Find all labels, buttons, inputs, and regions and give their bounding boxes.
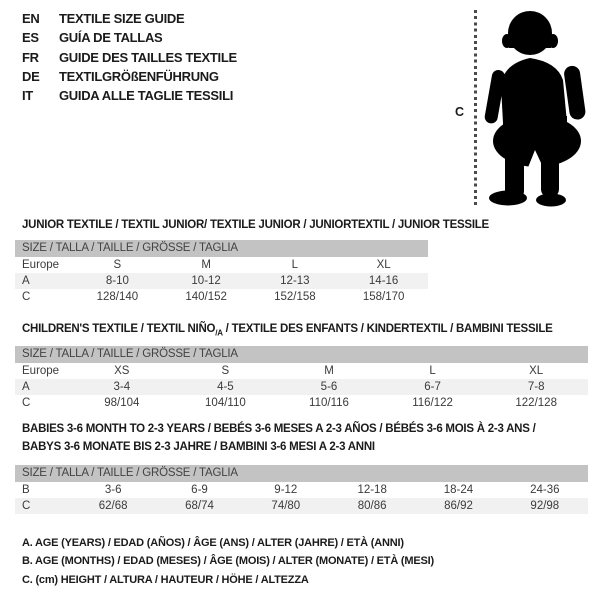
children-section-title	[22, 321, 553, 342]
children-size-table	[15, 346, 588, 411]
table-row	[15, 498, 588, 514]
junior-section-title: JUNIOR TEXTILE / TEXTIL JUNIOR/ TEXTILE JUNIOR / JUNIORTEXTIL / JUNIOR TESSILE	[22, 219, 489, 231]
table-row	[15, 379, 588, 395]
legend-notes	[22, 534, 434, 589]
cell: 24-36	[530, 483, 560, 496]
cell: 152/158	[274, 290, 316, 303]
row-label: C	[15, 498, 70, 514]
table-row	[15, 257, 428, 273]
cell: 3-4	[70, 379, 174, 395]
language-code: EN	[22, 11, 40, 26]
cell: 116/122	[412, 396, 453, 409]
size-header-bar: SIZE / TALLA / TAILLE / GRÖSSE / TAGLIA	[15, 465, 588, 482]
table-row	[15, 363, 588, 379]
row-label: Europe	[22, 258, 60, 271]
row-label: Europe	[22, 364, 60, 377]
cell: 158/170	[362, 290, 405, 303]
babies-title-line2: BABYS 3-6 MONATE BIS 2-3 JAHRE / BAMBINI 3-6 MESI A 2-3 ANNI	[22, 440, 375, 453]
toddler-silhouette-icon	[483, 8, 595, 208]
cell: 6-9	[191, 483, 208, 496]
junior-size-table	[15, 240, 428, 305]
row-label: A	[15, 273, 73, 289]
cell: 4-5	[174, 379, 278, 395]
cell: XS	[114, 364, 130, 377]
cell: 18-24	[443, 483, 474, 496]
row-label: B	[22, 483, 30, 496]
cell: 12-13	[251, 273, 340, 289]
language-title: TEXTILGRÖßENFÜHRUNG	[59, 68, 219, 84]
cell: S	[113, 258, 122, 271]
cell: 98/104	[104, 396, 140, 409]
cell: 80/86	[329, 498, 415, 514]
babies-size-table	[15, 465, 588, 514]
note-a: A. AGE (YEARS) / EDAD (AÑOS) / ÂGE (ANS) / ALTER (JAHRE) / ETÀ (ANNI)	[22, 537, 404, 549]
language-row-en	[22, 9, 237, 28]
note-c: C. (cm) HEIGHT / ALTURA / HAUTEUR / HÖHE / ALTEZZA	[22, 573, 309, 586]
cell: M	[201, 258, 211, 271]
cell: S	[221, 364, 230, 377]
babies-section-title	[22, 421, 536, 456]
cell: 140/152	[185, 290, 227, 303]
cell: 74/80	[243, 498, 329, 514]
language-title-list	[22, 9, 237, 105]
height-measure-label: C	[455, 105, 465, 119]
cell: L	[291, 258, 299, 271]
cell: 68/74	[156, 498, 242, 514]
cell: 104/110	[205, 396, 246, 409]
cell: 12-18	[357, 483, 387, 496]
cell: 8-10	[73, 273, 162, 289]
size-header-bar: SIZE / TALLA / TAILLE / GRÖSSE / TAGLIA	[15, 346, 588, 363]
language-code: ES	[22, 30, 39, 46]
cell: 3-6	[104, 483, 122, 496]
cell: XL	[376, 258, 391, 271]
cell: 128/140	[96, 290, 139, 303]
height-measure-line	[474, 10, 477, 207]
language-row-fr	[22, 48, 237, 67]
cell: M	[324, 364, 334, 377]
children-title-sub: /A	[215, 328, 223, 338]
cell: XL	[529, 364, 544, 377]
cell: 7-8	[484, 379, 588, 395]
babies-title-line1: BABIES 3-6 MONTH TO 2-3 YEARS / BEBÉS 3-6 MESES A 2-3 AÑOS / BÉBÉS 3-6 MOIS À 2-3 ANS /	[22, 423, 536, 435]
cell: 9-12	[274, 483, 298, 496]
cell: 62/68	[70, 498, 156, 514]
language-code: IT	[22, 88, 33, 104]
cell: 10-12	[162, 273, 251, 289]
row-label: C	[22, 396, 31, 409]
cell: 6-7	[381, 379, 485, 395]
language-code: FR	[22, 49, 39, 65]
children-title-part: CHILDREN'S TEXTILE / TEXTIL NIÑO	[22, 323, 216, 335]
table-row	[15, 273, 428, 289]
children-title-part: / TEXTILE DES ENFANTS / KINDERTEXTIL / BAMBINI TESSILE	[222, 323, 553, 335]
table-row	[15, 395, 588, 411]
language-title: TEXTILE SIZE GUIDE	[59, 11, 185, 26]
language-code: DE	[22, 68, 40, 84]
cell: 122/128	[515, 396, 557, 409]
cell: 92/98	[502, 498, 588, 514]
table-row	[15, 289, 428, 305]
language-row-it	[22, 86, 237, 105]
language-title: GUÍA DE TALLAS	[59, 30, 163, 46]
size-header-bar: SIZE / TALLA / TAILLE / GRÖSSE / TAGLIA	[15, 240, 428, 257]
table-row	[15, 482, 588, 498]
note-b: B. AGE (MONTHS) / EDAD (MESES) / ÂGE (MOIS) / ALTER (MONATE) / ETÀ (MESI)	[22, 555, 434, 568]
cell: 110/116	[309, 396, 349, 409]
language-title: GUIDA ALLE TAGLIE TESSILI	[59, 88, 234, 104]
cell: L	[429, 364, 436, 377]
cell: 5-6	[277, 379, 381, 395]
language-row-es	[22, 28, 237, 47]
row-label: A	[15, 379, 70, 395]
cell: 14-16	[339, 273, 428, 289]
cell: 86/92	[415, 498, 501, 514]
language-row-de	[22, 67, 237, 86]
row-label: C	[22, 290, 31, 303]
language-title: GUIDE DES TAILLES TEXTILE	[59, 49, 237, 65]
